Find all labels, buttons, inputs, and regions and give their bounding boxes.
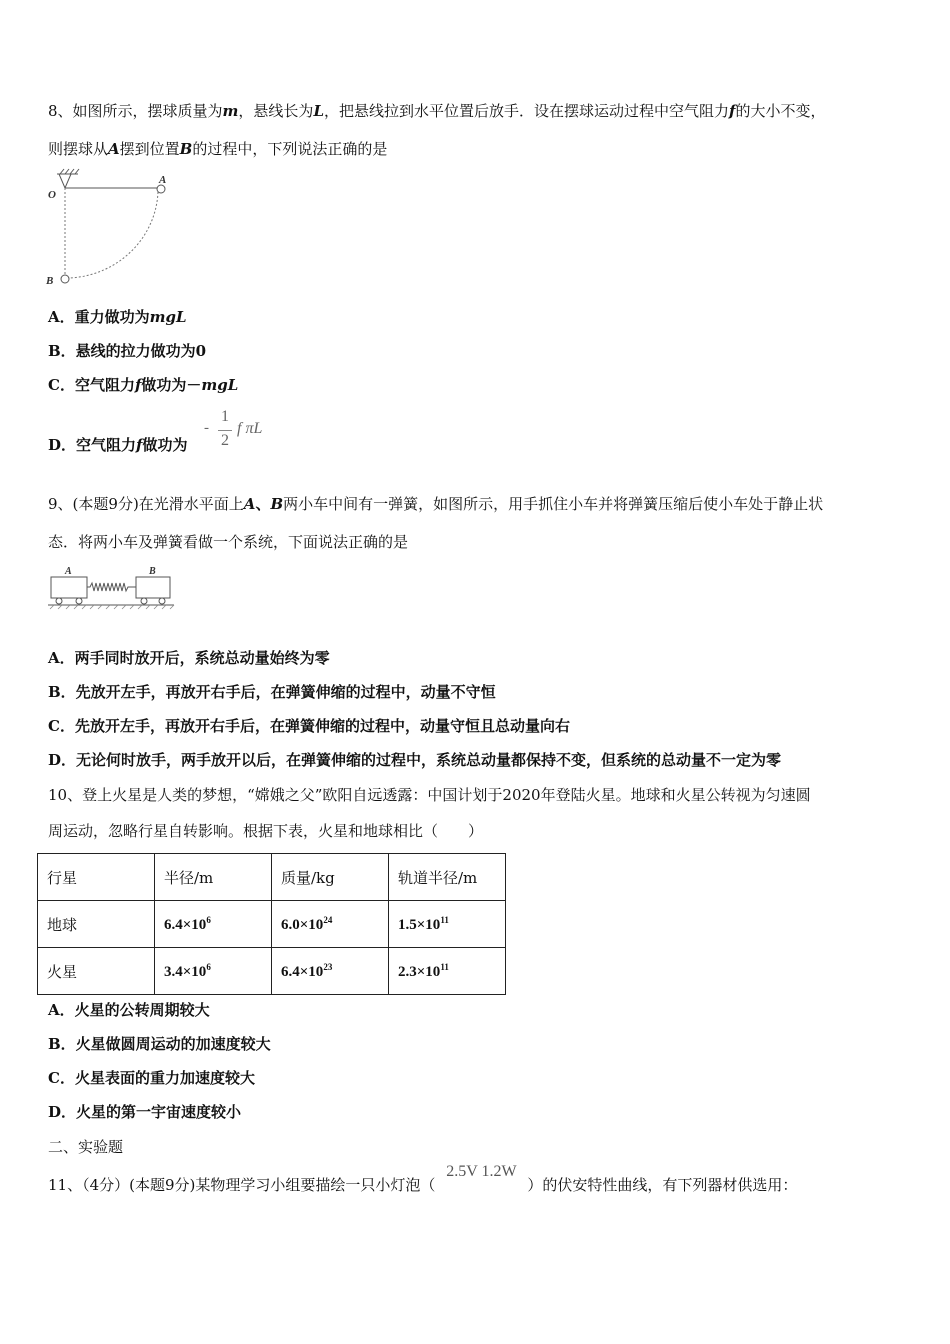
q8-stem-line2: 则摆球从A摆到位置B的过程中，下列说法正确的是 xyxy=(48,140,388,158)
q9-option-d[interactable]: D．无论何时放手，两手放开以后，在弹簧伸缩的过程中，系统总动量都保持不变，但系统的总动量不一定为零 xyxy=(48,751,782,769)
q8-stem-line1: 8、如图所示，摆球质量为m，悬线长为L，把悬线拉到水平位置后放手．设在摆球运动过程中空气阻力f的大小不变， xyxy=(48,102,826,120)
var-A: A xyxy=(108,140,120,158)
formula-numerator: 1 xyxy=(221,408,229,425)
var-f: f xyxy=(729,102,736,120)
formula-tail: f πL xyxy=(237,420,263,437)
table-row xyxy=(38,948,506,995)
q10-stem-line2: 周运动，忽略行星自转影响。根据下表，火星和地球相比（ ） xyxy=(48,822,484,840)
q8-option-d[interactable]: D．空气阻力f做功为 xyxy=(48,436,188,454)
table-cell: $6.4\times 10^{23}$ xyxy=(272,948,389,995)
table-header-cell: 行星 xyxy=(38,854,155,901)
table-cell: $6.4\times 10^6$ xyxy=(155,901,272,948)
formula-denominator: 2 xyxy=(221,432,229,449)
label-o: O xyxy=(48,189,56,201)
ceiling-hatch xyxy=(57,169,79,174)
q10-option-b[interactable]: B．火星做圆周运动的加速度较大 xyxy=(48,1035,271,1053)
label-b: B xyxy=(46,275,54,287)
cart-a-body xyxy=(51,577,87,598)
label-a: A xyxy=(159,174,167,186)
table-cell: $1.5\times 10^{11}$ xyxy=(389,901,506,948)
q9-stem-line1: 9、(本题9分)在光滑水平面上A、B两小车中间有一弹簧，如图所示，用手抓住小车并将弹簧压缩后使小车处于静止状 xyxy=(48,495,824,513)
table-cell: $2.3\times 10^{11}$ xyxy=(389,948,506,995)
q9-option-c[interactable]: C．先放开左手，再放开右手后，在弹簧伸缩的过程中，动量守恒且总动量向右 xyxy=(48,717,570,735)
var-m: m xyxy=(222,102,239,120)
cart-label-b: B xyxy=(149,566,156,577)
pivot-triangle xyxy=(59,174,71,188)
table-header-cell: 轨道半径/m xyxy=(389,854,506,901)
cart-b-wheel-left xyxy=(141,598,147,604)
q8-option-d-formula xyxy=(204,408,284,454)
table-cell: $6.0\times 10^{24}$ xyxy=(272,901,389,948)
carts-figure xyxy=(46,563,176,613)
q11-stem: 11、（4分）(本题9分)某物理学习小组要描绘一只小灯泡（2.5V 1.2W）的伏安特性曲线，有下列器材供选用： xyxy=(48,1163,798,1194)
table-header-row xyxy=(38,854,506,901)
q10-stem-line1: 10、登上火星是人类的梦想，“嫦娥之父”欧阳自远透露：中国计划于2020年登陆火星。地球和火星公转视为匀速圆 xyxy=(48,786,811,804)
q8-option-b[interactable]: B．悬线的拉力做功为0 xyxy=(48,342,207,360)
q9-option-a[interactable]: A．两手同时放开后，系统总动量始终为零 xyxy=(48,649,330,667)
table-header-cell: 半径/m xyxy=(155,854,272,901)
formula-bar xyxy=(218,430,232,431)
var-B: B xyxy=(179,140,193,158)
ball-b xyxy=(61,275,69,283)
table-cell: 地球 xyxy=(38,901,155,948)
q8-option-c[interactable]: C．空气阻力f做功为－mgL xyxy=(48,376,239,394)
cart-a-wheel-left xyxy=(56,598,62,604)
table-header-cell: 质量/kg xyxy=(272,854,389,901)
cart-b-wheel-right xyxy=(159,598,165,604)
table-cell: $3.4\times 10^6$ xyxy=(155,948,272,995)
q8-option-a[interactable]: A．重力做功为mgL xyxy=(48,308,187,326)
table-row xyxy=(38,901,506,948)
var-L: L xyxy=(313,102,324,120)
q10-option-c[interactable]: C．火星表面的重力加速度较大 xyxy=(48,1069,255,1087)
formula-minus: - xyxy=(204,420,209,436)
table-cell: 火星 xyxy=(38,948,155,995)
q9-stem-line2: 态．将两小车及弹簧看做一个系统，下面说法正确的是 xyxy=(48,533,409,551)
q9-option-b[interactable]: B．先放开左手，再放开右手后，在弹簧伸缩的过程中，动量不守恒 xyxy=(48,683,496,701)
cart-a-wheel-right xyxy=(76,598,82,604)
swing-arc-dashed xyxy=(69,192,158,278)
ground-hatch xyxy=(50,605,174,609)
planet-table xyxy=(37,853,506,995)
lamp-spec: 2.5V 1.2W xyxy=(446,1163,517,1180)
section-title: 二、实验题 xyxy=(48,1138,124,1156)
q10-option-d[interactable]: D．火星的第一宇宙速度较小 xyxy=(48,1103,242,1121)
q10-option-a[interactable]: A．火星的公转周期较大 xyxy=(48,1001,210,1019)
cart-b-body xyxy=(136,577,170,598)
ball-a xyxy=(157,185,165,193)
cart-label-a: A xyxy=(65,566,72,577)
pendulum-figure xyxy=(40,168,180,288)
